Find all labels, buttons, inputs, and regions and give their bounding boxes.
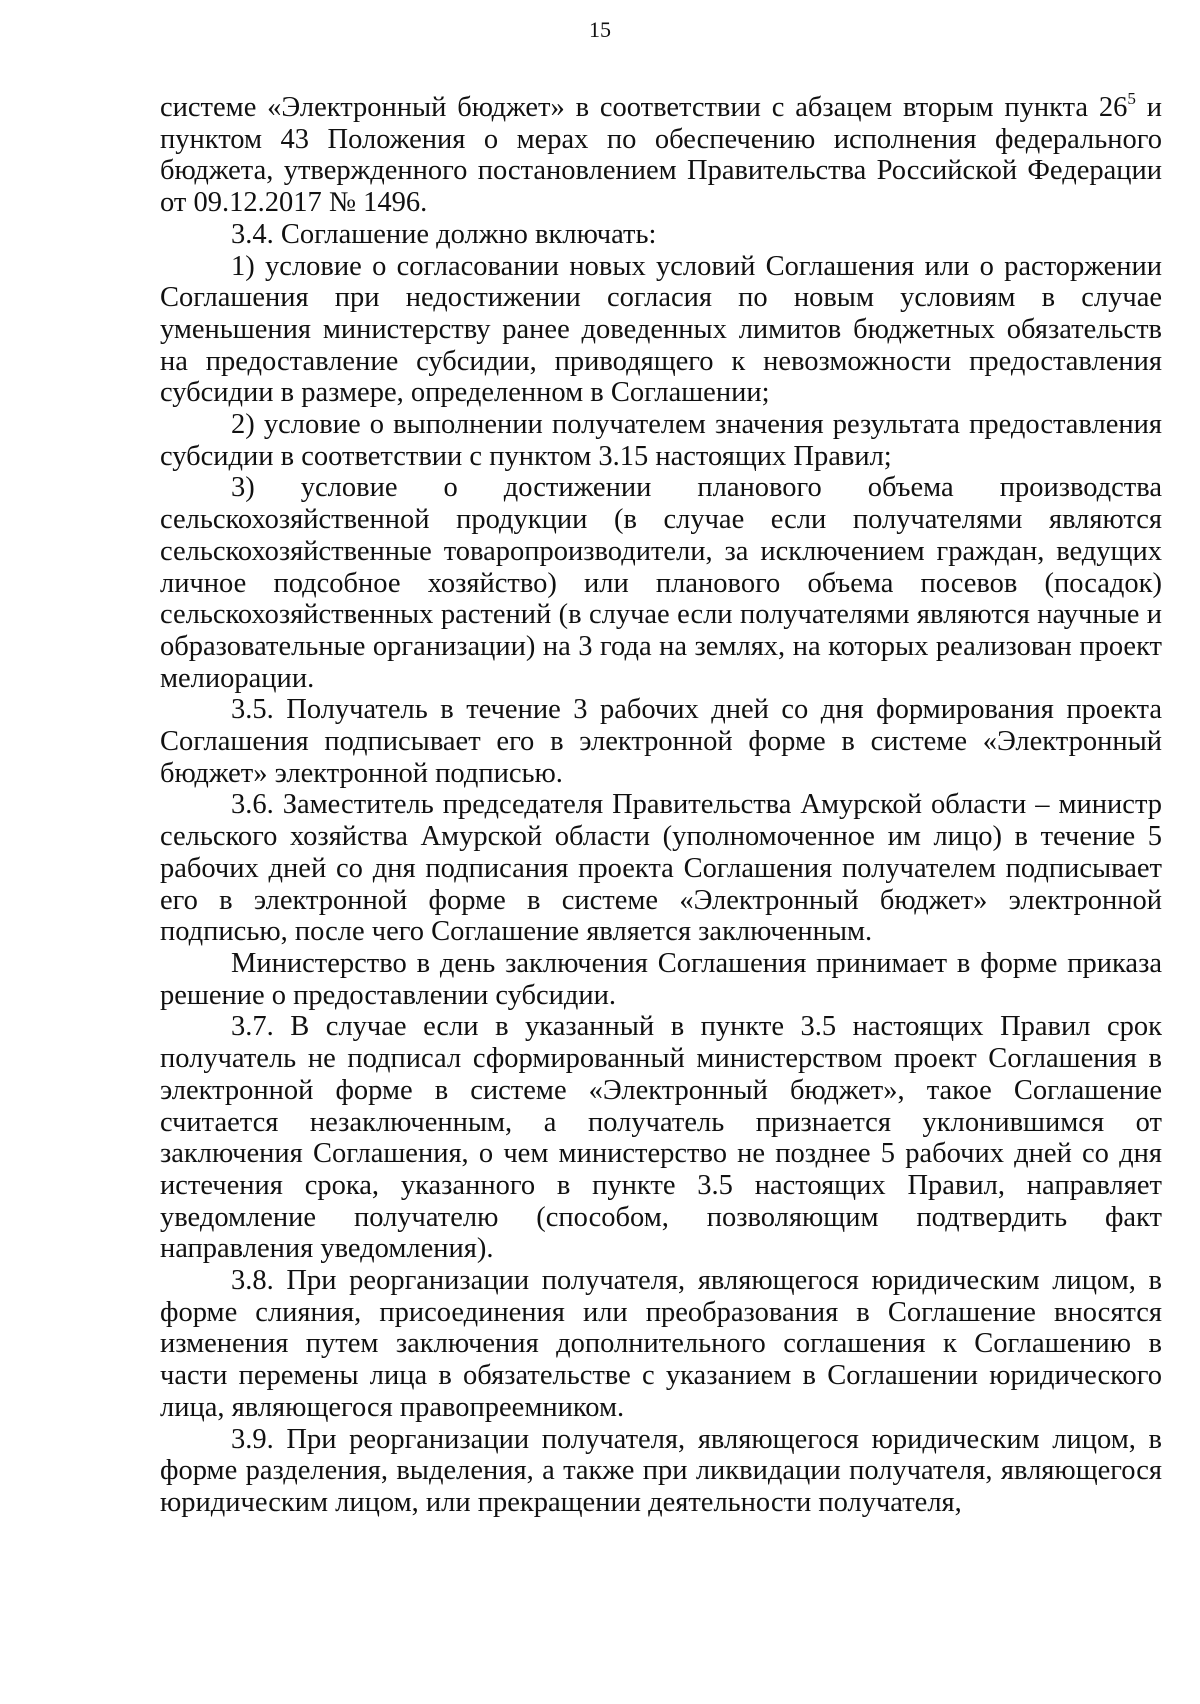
paragraph-text: и пунктом 43 Положения о мерах по обеспечению исполнения федерального бюджета, утвержденного постановлением Правительства Российской Федерации от 09.12.2017 № 1496. bbox=[160, 92, 1162, 219]
page-number: 15 bbox=[589, 17, 611, 42]
paragraph-continuation bbox=[160, 89, 1162, 219]
paragraph-condition-3: 3) условие о достижении планового объема производства сельскохозяйственной продукции (в случае если получателями являются сельскохозяйственные товаропроизводители, за исключением граждан, ведущих личное подсобное хозяйство) или планового объема посевов (посадок) сельскохозяйственных растений (в случае если получателями являются научные и образовательные организации) на 3 года на землях, на которых реализован проект мелиорации. bbox=[160, 472, 1162, 694]
paragraph-3-7: 3.7. В случае если в указанный в пункте 3.5 настоящих Правил срок получатель не подписал сформированный министерством проект Соглашения в электронной форме в системе «Электронный бюджет», такое Соглашение считается незаключенным, а получатель признается уклонившимся от заключения Соглашения, о чем министерство не позднее 5 рабочих дней со дня истечения срока, указанного в пункте 3.5 настоящих Правил, направляет уведомление получателю (способом, позволяющим подтвердить факт направления уведомления). bbox=[160, 1011, 1162, 1265]
paragraph-condition-1: 1) условие о согласовании новых условий Соглашения или о расторжении Соглашения при недостижении согласия по новым условиям в случае уменьшения министерству ранее доведенных лимитов бюджетных обязательств на предоставление субсидии, приводящего к невозможности предоставления субсидии в размере, определенном в Соглашении; bbox=[160, 250, 1162, 409]
paragraph-text: системе «Электронный бюджет» в соответствии с абзацем вторым пункта 26 bbox=[160, 92, 1128, 123]
paragraph-3-5: 3.5. Получатель в течение 3 рабочих дней со дня формирования проекта Соглашения подписывает его в электронной форме в системе «Электронный бюджет» электронной подписью. bbox=[160, 694, 1162, 789]
paragraph-3-6: 3.6. Заместитель председателя Правительства Амурской области – министр сельского хозяйства Амурской области (уполномоченное им лицо) в течение 5 рабочих дней со дня подписания проекта Соглашения получателем подписывает его в электронной форме в системе «Электронный бюджет» электронной подписью, после чего Соглашение является заключенным. bbox=[160, 789, 1162, 948]
paragraph-condition-2: 2) условие о выполнении получателем значения результата предоставления субсидии в соответствии с пунктом 3.15 настоящих Правил; bbox=[160, 409, 1162, 472]
paragraph-3-4: 3.4. Соглашение должно включать: bbox=[231, 218, 657, 250]
paragraph-3-9: 3.9. При реорганизации получателя, являющегося юридическим лицом, в форме разделения, выделения, а также при ликвидации получателя, являющегося юридическим лицом, или прекращении деятельности получателя, bbox=[160, 1423, 1162, 1518]
paragraph-3-8: 3.8. При реорганизации получателя, являющегося юридическим лицом, в форме слияния, присоединения или преобразования в Соглашение вносятся изменения путем заключения дополнительного соглашения к Соглашению в части перемены лица в обязательстве с указанием в Соглашении юридического лица, являющегося правопреемником. bbox=[160, 1265, 1162, 1423]
document-body bbox=[160, 89, 1162, 1519]
paragraph-ministry-order: Министерство в день заключения Соглашения принимает в форме приказа решение о предоставлении субсидии. bbox=[160, 947, 1162, 1011]
superscript-number: 5 bbox=[1127, 89, 1136, 109]
